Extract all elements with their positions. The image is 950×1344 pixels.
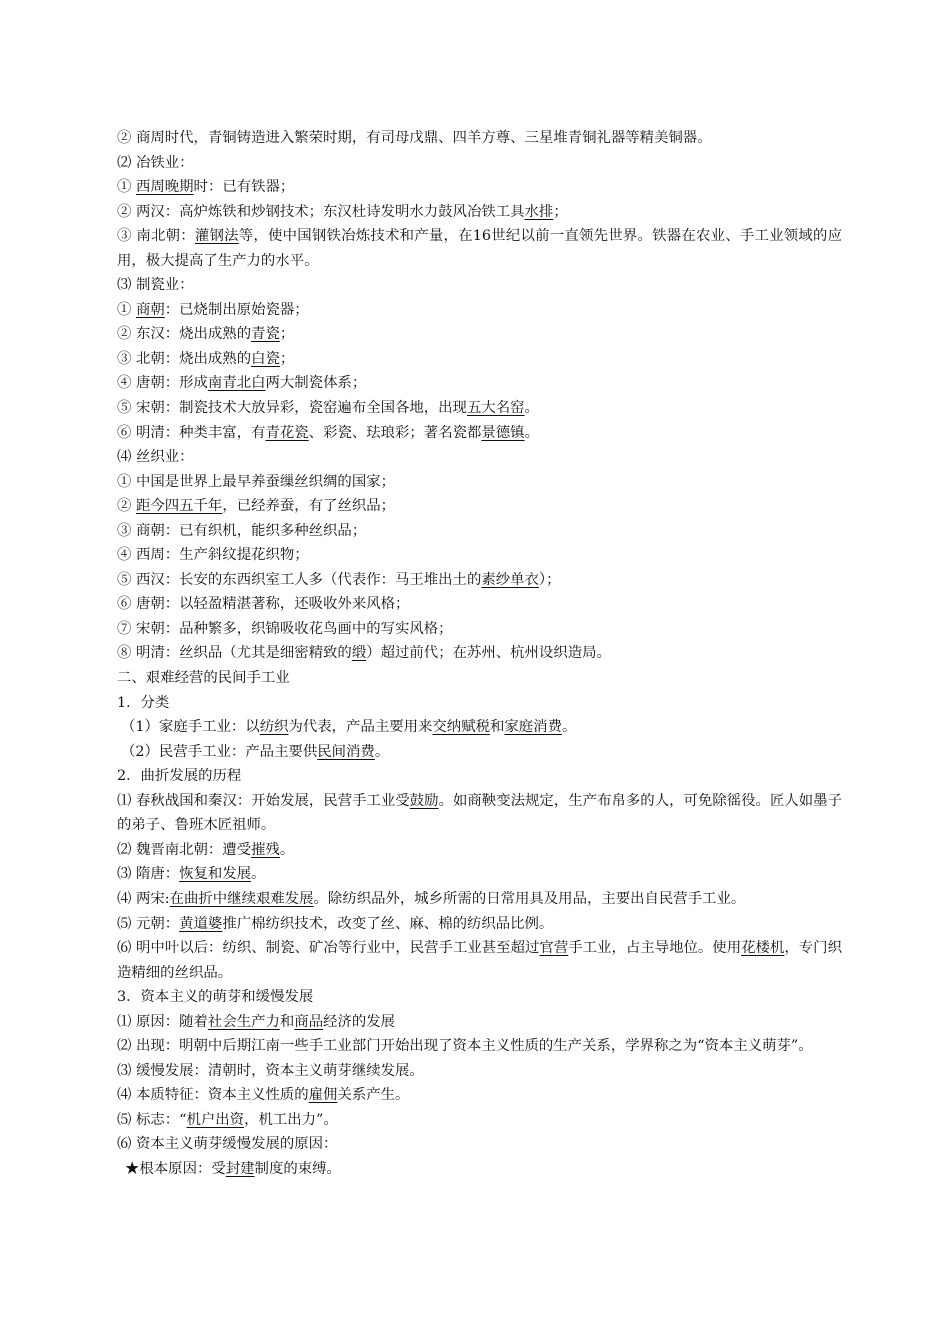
underlined-key-term: 黄道婆 bbox=[179, 915, 223, 932]
text-segment: ）； bbox=[538, 571, 561, 588]
text-segment: 推广棉纺织技术，改变了丝、麻、棉的纺织品比例。 bbox=[222, 915, 554, 932]
underlined-key-term: 素纱单衣 bbox=[481, 571, 539, 588]
underlined-key-term: 商朝 bbox=[135, 301, 165, 318]
text-line bbox=[117, 151, 842, 176]
underlined-key-term: 商品 bbox=[294, 1013, 324, 1030]
text-segment: 、彩瓷、珐琅彩；著名瓷都 bbox=[308, 424, 482, 441]
text-line bbox=[117, 298, 842, 323]
text-segment: ⑸ 元朝： bbox=[117, 915, 180, 932]
underlined-key-term: 青花瓷 bbox=[265, 424, 309, 441]
text-segment: 。 bbox=[374, 743, 390, 760]
underlined-key-term: 灌钢法 bbox=[194, 228, 239, 245]
text-line bbox=[117, 200, 842, 225]
text-segment: ⑤ 宋朝：制瓷技术大放异彩，瓷窑遍布全国各地，出现 bbox=[117, 400, 467, 417]
text-segment: （1）家庭手工业：以 bbox=[121, 719, 260, 736]
underlined-key-term: 恢复和发展 bbox=[179, 866, 252, 883]
text-segment: 3．资本主义的萌芽和缓慢发展 bbox=[117, 989, 314, 1006]
text-line bbox=[117, 224, 842, 273]
underlined-key-term: 距今四五千年 bbox=[135, 498, 223, 515]
text-segment: ，机工出力”。 bbox=[244, 1111, 338, 1128]
text-segment: ⑦ 宋朝：品种繁多，织锦吸收花鸟画中的写实风格； bbox=[117, 620, 453, 637]
text-line bbox=[117, 126, 842, 151]
text-line bbox=[117, 347, 842, 372]
text-line bbox=[117, 396, 842, 421]
text-segment: ⑶ 制瓷业： bbox=[117, 277, 194, 294]
text-segment: 关系产生。 bbox=[337, 1087, 410, 1104]
text-line bbox=[117, 764, 842, 789]
text-segment: ④ 西周：生产斜纹提花织物； bbox=[117, 547, 309, 564]
text-line bbox=[117, 494, 842, 519]
text-segment: 手工业，占主导地位。使用 bbox=[568, 940, 742, 957]
text-line bbox=[117, 936, 842, 985]
underlined-key-term: 雇佣 bbox=[308, 1087, 338, 1104]
text-line bbox=[117, 691, 842, 716]
text-line bbox=[117, 715, 842, 740]
text-line bbox=[117, 322, 842, 347]
text-line bbox=[117, 1157, 842, 1182]
text-segment: ⑵ 魏晋南北朝：遭受 bbox=[117, 841, 252, 858]
text-line bbox=[117, 519, 842, 544]
text-segment: 制度的束缚。 bbox=[254, 1160, 341, 1177]
text-line bbox=[117, 740, 842, 765]
underlined-key-term: 五大名窑 bbox=[466, 400, 525, 417]
text-line bbox=[117, 617, 842, 642]
underlined-key-term: 鼓励 bbox=[409, 792, 439, 809]
text-line bbox=[117, 838, 842, 863]
text-segment: ★根本原因：受 bbox=[125, 1160, 226, 1177]
text-segment: ① 中国是世界上最早养蚕缫丝织绸的国家； bbox=[117, 473, 395, 490]
text-segment: 等，使中国钢铁冶炼技术和产量，在16世纪以前一直领先世界。铁器在农业、手工业领域的应用，极大提高了生产力的水平。 bbox=[117, 228, 842, 269]
text-line bbox=[117, 1059, 842, 1084]
text-segment: 和 bbox=[279, 1013, 295, 1030]
text-segment: ⑧ 明清：丝织品（尤其是细密精致的 bbox=[117, 645, 352, 662]
underlined-key-term: 封建 bbox=[225, 1160, 255, 1177]
text-segment: ⑴ 春秋战国和秦汉：开始发展，民营手工业受 bbox=[117, 792, 410, 809]
text-segment: 和 bbox=[489, 719, 505, 736]
text-segment: ③ 北朝：烧出成熟的 bbox=[117, 350, 252, 367]
document-body bbox=[117, 126, 842, 1182]
underlined-key-term: 官营 bbox=[539, 940, 569, 957]
text-line bbox=[117, 175, 842, 200]
text-segment: ⑶ 缓慢发展：清朝时，资本主义萌芽继续发展。 bbox=[117, 1062, 424, 1079]
text-segment: ① bbox=[117, 179, 136, 196]
text-line bbox=[117, 445, 842, 470]
text-segment: ① bbox=[117, 301, 136, 318]
underlined-key-term: 青瓷 bbox=[251, 326, 280, 343]
text-segment: ③ 南北朝： bbox=[117, 228, 195, 245]
text-segment: （2）民营手工业：产品主要供 bbox=[121, 743, 318, 760]
text-segment: ； bbox=[553, 203, 568, 220]
underlined-key-term: 机户出资 bbox=[186, 1111, 245, 1128]
text-segment: 。除纺织品外，城乡所需的日常用具及用品，主要出自民营手工业。 bbox=[313, 890, 746, 907]
underlined-key-term: 在曲折中继续艰难发展 bbox=[169, 890, 314, 907]
text-segment: ，专门织造精细的丝织品。 bbox=[117, 940, 842, 981]
text-line bbox=[117, 1034, 842, 1059]
text-line bbox=[117, 273, 842, 298]
text-segment: ⑵ 冶铁业： bbox=[117, 154, 194, 171]
text-line bbox=[117, 789, 842, 838]
text-segment: ② bbox=[117, 498, 136, 515]
underlined-key-term: 西周晚期 bbox=[135, 179, 194, 196]
text-segment: 。 bbox=[561, 719, 577, 736]
text-line bbox=[117, 592, 842, 617]
text-segment: ④ 唐朝：形成 bbox=[117, 375, 208, 392]
text-segment: ⑷ 丝织业： bbox=[117, 449, 194, 466]
text-line bbox=[117, 1010, 842, 1035]
text-line bbox=[117, 1132, 842, 1157]
text-segment: ⑷ 两宋: bbox=[117, 890, 170, 907]
text-segment: ； bbox=[279, 350, 295, 367]
text-line bbox=[117, 470, 842, 495]
underlined-key-term: 水排 bbox=[524, 203, 554, 220]
text-segment: ⑷ 本质特征：资本主义性质的 bbox=[117, 1087, 309, 1104]
text-segment: ：已烧制出原始瓷器； bbox=[164, 301, 309, 318]
text-segment: 。 bbox=[524, 400, 539, 417]
text-line bbox=[117, 421, 842, 446]
text-segment: 为代表，产品主要用来 bbox=[288, 719, 433, 736]
text-segment: 。 bbox=[251, 866, 266, 883]
underlined-key-term: 家庭消费 bbox=[504, 719, 562, 736]
text-segment: 1．分类 bbox=[117, 694, 170, 711]
text-segment: 经济的发展 bbox=[323, 1013, 396, 1030]
underlined-key-term: 缎 bbox=[351, 645, 367, 662]
text-segment: 两大制瓷体系； bbox=[265, 375, 367, 392]
text-line bbox=[117, 666, 842, 691]
text-line bbox=[117, 912, 842, 937]
text-segment: ⑴ 原因：随着 bbox=[117, 1013, 208, 1030]
text-segment: ⑤ 西汉：长安的东西织室工人多（代表作：马王堆出土的 bbox=[117, 571, 482, 588]
text-segment: ⑸ 标志：“ bbox=[117, 1111, 187, 1128]
text-segment: 2．曲折发展的历程 bbox=[117, 768, 242, 785]
text-line bbox=[117, 862, 842, 887]
underlined-key-term: 社会生产力 bbox=[207, 1013, 280, 1030]
text-line bbox=[117, 371, 842, 396]
text-segment: ③ 商朝：已有织机，能织多种丝织品； bbox=[117, 522, 367, 539]
underlined-key-term: 交纳赋税 bbox=[432, 719, 490, 736]
underlined-key-term: 纺织 bbox=[259, 719, 289, 736]
text-segment: ）超过前代；在苏州、杭州设织造局。 bbox=[366, 645, 611, 662]
text-segment: ，已经养蚕，有了丝织品； bbox=[222, 498, 396, 515]
text-line bbox=[117, 1108, 842, 1133]
text-segment: 时：已有铁器； bbox=[193, 179, 295, 196]
text-line bbox=[117, 568, 842, 593]
underlined-key-term: 民间消费 bbox=[317, 743, 375, 760]
underlined-key-term: 花楼机 bbox=[741, 940, 785, 957]
text-segment: 。如商鞅变法规定，生产布帛多的人，可免除徭役。匠人如墨子的弟子、鲁班木匠祖师。 bbox=[117, 792, 842, 834]
text-segment: ； bbox=[279, 326, 295, 343]
text-segment: ② 商周时代，青铜铸造进入繁荣时期，有司母戊鼎、四羊方尊、三星堆青铜礼器等精美铜器。 bbox=[117, 130, 712, 146]
text-segment: ⑥ 唐朝：以轻盈精湛著称，还吸收外来风格； bbox=[117, 596, 410, 613]
text-segment: 二、艰难经营的民间手工业 bbox=[117, 670, 290, 687]
text-segment: ⑹ 明中叶以后：纺织、制瓷、矿冶等行业中，民营手工业甚至超过 bbox=[117, 940, 540, 957]
underlined-key-term: 白瓷 bbox=[251, 350, 280, 367]
text-segment: ⑵ 出现：明朝中后期江南一些手工业部门开始出现了资本主义性质的生产关系，学界称之为“资本主义萌芽”。 bbox=[117, 1038, 813, 1055]
text-segment: 。 bbox=[524, 424, 539, 441]
text-segment: ② 东汉：烧出成熟的 bbox=[117, 326, 252, 343]
text-line bbox=[117, 641, 842, 666]
text-segment: ⑶ 隋唐： bbox=[117, 866, 180, 883]
text-segment: ⑥ 明清：种类丰富，有 bbox=[117, 424, 266, 441]
text-line bbox=[117, 887, 842, 912]
underlined-key-term: 南青北白 bbox=[207, 375, 266, 392]
underlined-key-term: 景德镇 bbox=[481, 424, 525, 441]
text-line bbox=[117, 985, 842, 1010]
text-segment: ⑹ 资本主义萌芽缓慢发展的原因： bbox=[117, 1136, 338, 1153]
text-line bbox=[117, 543, 842, 568]
underlined-key-term: 摧残 bbox=[251, 841, 280, 858]
text-segment: 。 bbox=[279, 841, 295, 858]
text-segment: ② 两汉：高炉炼铁和炒钢技术；东汉杜诗发明水力鼓风冶铁工具 bbox=[117, 203, 525, 220]
text-line bbox=[117, 1083, 842, 1108]
